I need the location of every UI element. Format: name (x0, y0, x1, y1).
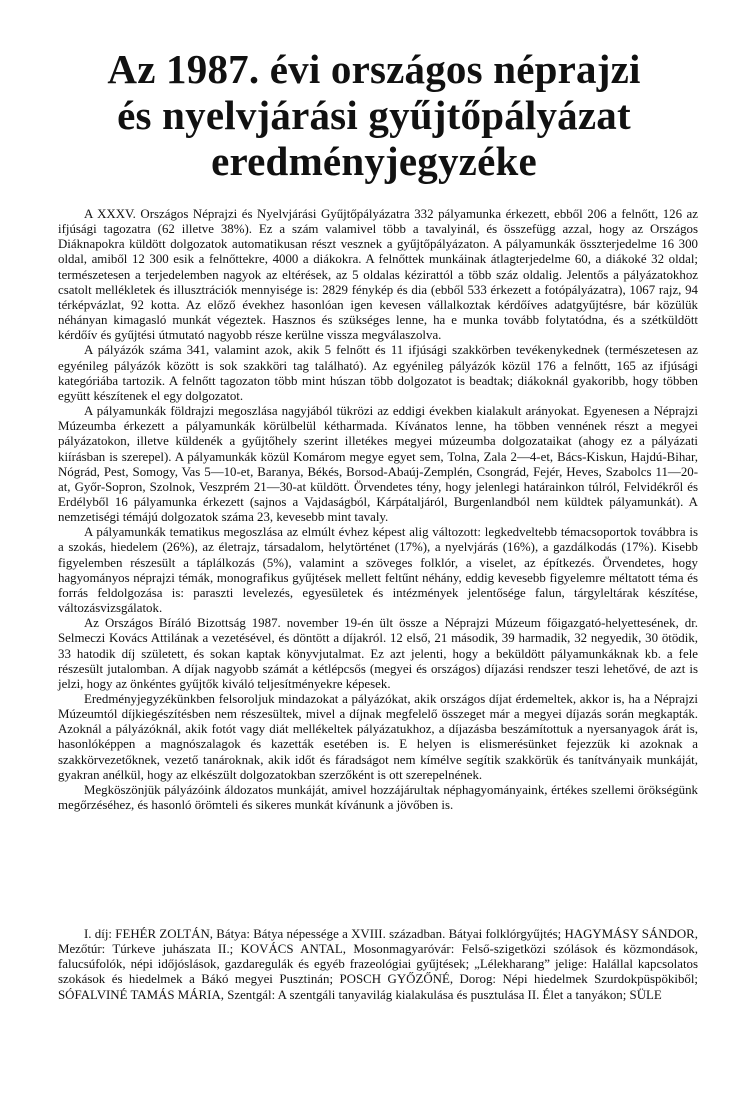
paragraph: Megköszönjük pályázóink áldozatos munkáját, amivel hozzájárultak néphagyományaink, értékes szellemi örökségünk megőrzéséhez, és hasonló örömteli és sikeres munkát kívánunk a jövőben is. (58, 782, 698, 813)
title-line-1: Az 1987. évi országos néprajzi (107, 46, 641, 92)
document-title (40, 46, 708, 184)
title-line-3: eredményjegyzéke (211, 138, 537, 184)
paragraph: Eredményjegyzékünkben felsoroljuk mindazokat a pályázókat, akik országos díjat érdemeltek, akkor is, ha a Néprajzi Múzeumtól díjkiegészítésben nem részesültek, mivel a díjnak megfelelő összeget már a megyei díjazás során megkapták. Azoknál a pályázóknál, akik fotót vagy diát mellékeltek pályázatukhoz, a díjazásba beszámítottuk a nyersanyagok árát is, hasonlóképpen a magnószalagok és kazetták esetében is. E helyen is elismerésünket fejezzük ki azoknak a szakkörvezetőknek, vezető tanároknak, akik időt és fáradságot nem kímélve segítik szakkörük és tanítványaik munkáját, gyakran anélkül, hogy az elkészült dolgozatokban szerzőként is ott szerepelnének. (58, 692, 698, 782)
title-line-2: és nyelvjárási gyűjtőpályázat (117, 92, 631, 138)
paragraph: A pályázók száma 341, valamint azok, akik 5 felnőtt és 11 ifjúsági szakkörben tevékenykednek (természetesen az egyénileg pályázók között is sok szakköri tag található). Az egyénileg pályázók közül 176 a felnőtt, 165 az ifjúsági kategóriába tartozik. A felnőtt tagozaton több mint húszan több dolgozatot is beadtak; diákoknál gyakoribb, hogy többen együtt készítenek el egy dolgozatot. (58, 343, 698, 403)
paragraph: A XXXV. Országos Néprajzi és Nyelvjárási Gyűjtőpályázatra 332 pályamunka érkezett, ebből 206 a felnőtt, 126 az ifjúsági tagozatra (62 illetve 38%). Ez a szám valamivel több a tavalyinál, és összefügg azzal, hogy az Országos Diáknapokra küldött dolgozatok automatikusan részt vesznek a gyűjtőpályázaton. A pályamunkák összterjedelme 16 300 oldal, amiből 12 300 esik a felnőttekre, 4000 a diákokra. A felnőttek munkáinak átlagterjedelme 60, a diákoké 32 oldal; természetesen a terjedelemben nagyok az eltérések, az 5 oldalas kézirattól a több száz oldalig. Jelentős a pályázatokhoz csatolt mellékletek és illusztrációk mennyisége is: 2829 fénykép és dia (ebből 533 érkezett a fotópályázatra), 1067 rajz, 94 térképvázlat, 92 kotta. Az előző évekhez hasonlóan igen kevesen vállalkoztak kérdőíves adatgyűjtésre, bár közülük néhányan kimagasló munkát végeztek. Hasznos és szükséges lenne, ha e munka tovább folytatódna, és a szétküldött kérdőív és gyűjtési útmutató nagyobb része kerülne vissza megválaszolva. (58, 207, 698, 343)
report-body (58, 207, 698, 813)
paragraph: A pályamunkák tematikus megoszlása az elmúlt évhez képest alig változott: legkedveltebb témacsoportok továbbra is a szokás, hiedelem (26%), az életrajz, társadalom, helytörténet (17%), a nyelvjárás (16%), a gazdálkodás (17%). Kisebb figyelemben részesült a táplálkozás (5%), valamint a szöveges folklór, a viselet, az építkezés. Örvendetes, hogy hagyományos néprajzi témák, monografikus gyűjtések mellett feltűnt néhány, eddig kevesebb figyelemre méltatott téma és forrás feldolgozása is: paraszti levelezés, egyesületek és intézmények jelentősége falun, tárgyleltárak készítése, változásvizsgálatok. (58, 525, 698, 616)
first-prize-paragraph: I. díj: FEHÉR ZOLTÁN, Bátya: Bátya népessége a XVIII. században. Bátyai folklórgyűjtés; HAGYMÁSY SÁNDOR, Mezőtúr: Túrkeve juhászata II.; KOVÁCS ANTAL, Mosonmagyaróvár: Felső-szigetközi szólások és közmondások, falucsúfolók, népi időjóslások, gazdaregulák és egyéb frazeológiai gyűjtések; „Lélekharang” jeligе: Halállal kapcsolatos szokások és hiedelmek a Bákó megyei Pusztinán; POSCH GYŐZŐNÉ, Dorog: Népi hiedelmek Szurdokpüspökiből; SÓFALVINÉ TAMÁS MÁRIA, Szentgál: A szentgáli tanyavilág kialakulása és pusztulása II. Élet a tanyákon; SÜLE (58, 927, 698, 1002)
paragraph: Az Országos Bíráló Bizottság 1987. november 19-én ült össze a Néprajzi Múzeum főigazgató-helyettesének, dr. Selmeczi Kovács Attilának a vezetésével, és döntött a díjakról. 12 első, 21 második, 39 harmadik, 32 negyedik, 30 ötödik, 33 hatodik díj született, és sokan kaptak könyvjutalmat. Ez azt jelenti, hogy a beküldött pályamunkáknak kb. a fele részesült jutalomban. A díjak nagyobb számát a kétlépcsős (megyei és országos) díjazási rendszer teszi lehetővé, de azt is jelzi, hogy az önkéntes gyűjtők kiváló teljesítményekre képesek. (58, 616, 698, 691)
results-list (58, 927, 698, 1003)
paragraph: A pályamunkák földrajzi megoszlása nagyjából tükrözi az eddigi években kialakult arányokat. Egyenesen a Néprajzi Múzeumba érkezett a pályamunkák körülbelül kétharmada. Kívánatos lenne, ha többen vennének részt a megyei pályázatokon, illetve küldenék a gyűjtőhely szerint illetékes megyei múzeumba dolgozataikat (ahogy ez a pályázati kiírásban is szerepel). A pályamunkák közül Komárom megye egyet sem, Tolna, Zala 2—4-et, Bács-Kiskun, Hajdú-Bihar, Nógrád, Pest, Somogy, Vas 5—10-et, Baranya, Békés, Borsod-Abaúj-Zemplén, Csongrád, Fejér, Heves, Szabolcs 11—20-at, Győr-Sopron, Szolnok, Veszprém 21—30-at küldött. Örvendetes tény, hogy jelenlegi határainkon túlról, Felvidékről és Erdélyből 16 pályamunka érkezett (sajnos a Vajdaságból, Kárpátaljáról, Burgenlandból nem küldtek pályamunkát). A nemzetiségi témájú dolgozatok száma 23, kevesebb mint tavaly. (58, 404, 698, 525)
